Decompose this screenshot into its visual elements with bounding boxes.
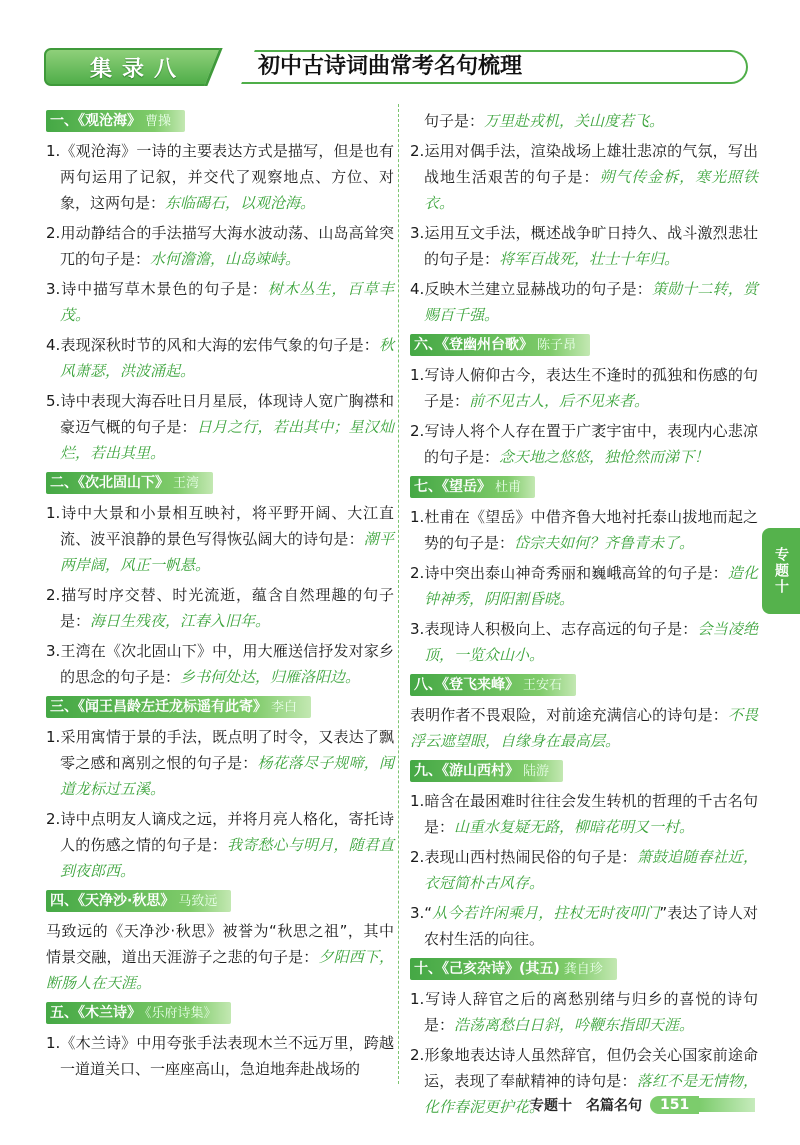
question-text: 2.描写时序交替、时光流逝，蕴含自然理趣的句子是： [46,586,394,630]
answer-text: 日月之行，若出其中；星汉灿烂，若出其里。 [60,418,394,462]
question-text: 2.写诗人将个人存在置于广袤宇宙中，表现内心悲凉的句子是： [410,422,758,466]
side-tab: 专题十 [762,528,800,614]
answer-text: 前不见古人，后不见来者。 [469,392,650,410]
question-text: 2.运用对偶手法，渲染战场上雄壮悲凉的气氛，写出战地生活艰苦的句子是： [410,142,758,186]
question [46,332,394,384]
question [410,788,758,840]
answer-text: 山重水复疑无路，柳暗花明又一村。 [454,818,695,836]
section-title: 四、《天净沙·秋思》 [50,893,175,909]
question [410,844,758,896]
section-title: 五、《木兰诗》 [50,1005,141,1021]
header-tag: 集录八 [44,48,232,86]
question-text: 2.用动静结合的手法描写大海水波动荡、山岛高耸突兀的句子是： [46,224,394,268]
question-text: 3.运用互文手法，概述战争旷日持久、战斗激烈悲壮的句子是： [410,224,758,268]
answer-text: 箫鼓追随春社近，衣冠简朴古风存。 [424,848,758,892]
question-text: 表明作者不畏艰险，对前途充满信心的诗句是： [410,706,728,724]
answer-text: 会当凌绝顶，一览众山小。 [424,620,758,664]
question [46,582,394,634]
question [46,500,394,578]
answer-text: 秋风萧瑟，洪波涌起。 [60,336,394,380]
section-heading [46,890,231,912]
section-title: 六、《登幽州台歌》 [414,337,533,353]
question-text: 3.表现诗人积极向上、志存高远的句子是： [410,620,698,638]
section-author: 陈子昂 [537,338,577,353]
answer-text: 从今若许闲乘月，拄杖无时夜叩门 [432,904,660,922]
section-author: 陆游 [523,764,550,779]
section-author: 《乐府诗集》 [145,1006,217,1021]
section-title: 七、《望岳》 [414,479,491,495]
question-text: 3.王湾在《次北固山下》中，用大雁送信抒发对家乡的思念的句子是： [46,642,394,686]
question-text: 2.诗中点明友人谪戍之远，并将月亮人格化，寄托诗人的伤感之情的句子是： [46,810,394,854]
answer-text: 杨花落尽子规啼，闻道龙标过五溪。 [60,754,394,798]
question [410,108,758,134]
question-text: ”表达了诗人对农村生活的向往。 [424,904,758,948]
answer-text: 将军百战死，壮士十年归。 [499,250,680,268]
question-text: 2.表现山西村热闹民俗的句子是： [410,848,637,866]
question-text: 1.《观沧海》一诗的主要表达方式是描写，但是也有两句运用了记叙，并交代了观察地点、方位、对象，这两句是： [46,142,394,212]
answer-text: 树木丛生，百草丰茂。 [60,280,394,324]
question [410,560,758,612]
section-author: 龚自珍 [563,962,603,977]
answer-text: 不畏浮云遮望眼，自缘身在最高层。 [410,706,758,750]
question [410,702,758,754]
question-text: 2.诗中突出泰山神奇秀丽和巍峨高耸的句子是： [410,564,728,582]
question [46,1030,394,1082]
question [410,138,758,216]
footer-text: 专题十 名篇名句 [530,1098,642,1114]
header-title: 初中古诗词曲常考名句梳理 [258,54,523,79]
answer-text: 万里赴戎机，关山度若飞。 [484,112,665,130]
question [410,986,758,1038]
question [46,138,394,216]
section-title: 九、《游山西村》 [414,763,519,779]
answer-text: 水何澹澹，山岛竦峙。 [150,250,301,268]
question-text: 1.诗中大景和小景相互映衬，将平野开阔、大江直流、波平浪静的景色写得恢弘阔大的诗句是： [46,504,394,548]
page-number: 151 [650,1096,699,1114]
question [46,638,394,690]
answer-text: 海日生残夜，江春入旧年。 [90,612,271,630]
left-column [46,108,394,1086]
answer-text: 东临碣石，以观沧海。 [165,194,316,212]
answer-text: 落红不是无情物，化作春泥更护花。 [424,1072,758,1116]
answer-text: 乡书何处达，归雁洛阳边。 [180,668,361,686]
question [410,418,758,470]
question [46,276,394,328]
question-text: 马致远的《天净沙·秋思》被誉为“秋思之祖”，其中情景交融，道出天涯游子之悲的句子是： [46,922,394,966]
section-title: 三、《闻王昌龄左迁龙标遥有此寄》 [50,699,267,715]
right-column [410,108,758,1124]
question [410,900,758,952]
question-text: 1.杜甫在《望岳》中借齐鲁大地衬托泰山拔地而起之势的句子是： [410,508,758,552]
question-text: 1.写诗人俯仰古今，表达生不逢时的孤独和伤感的句子是： [410,366,758,410]
answer-text: 浩荡离愁白日斜，吟鞭东指即天涯。 [454,1016,695,1034]
question-text: 5.诗中表现大海吞吐日月星辰，体现诗人宽广胸襟和豪迈气概的句子是： [46,392,394,436]
answer-text: 造化钟神秀，阴阳割昏晓。 [424,564,758,608]
question-text: 1.采用寓情于景的手法，既点明了时令，又表达了飘零之感和离别之恨的句子是： [46,728,394,772]
page-header [44,48,748,86]
section-title: 二、《次北固山下》 [50,475,169,491]
section-heading [410,334,590,356]
section-heading [410,476,535,498]
question [46,388,394,466]
question [410,616,758,668]
answer-text: 我寄愁心与明月，随君直到夜郎西。 [60,836,394,880]
page-footer [530,1093,755,1117]
question-text: 1.《木兰诗》中用夸张手法表现木兰不远万里，跨越一道道关口、一座座高山，急迫地奔赴战场的 [46,1034,394,1078]
footer-bar [699,1098,755,1112]
section-author: 王安石 [523,678,563,693]
section-title: 十、《己亥杂诗》(其五) [414,961,560,977]
answer-text: 念天地之悠悠，独怆然而涕下！ [499,448,710,466]
question-text: 4.表现深秋时节的风和大海的宏伟气象的句子是： [46,336,379,354]
answer-text: 策勋十二转，赏赐百千强。 [424,280,758,324]
section-author: 杜甫 [495,480,522,495]
question [46,220,394,272]
question-text: 1.写诗人辞官之后的离愁别绪与归乡的喜悦的诗句是： [410,990,758,1034]
section-author: 曹操 [145,114,172,129]
answer-text: 夕阳西下，断肠人在天涯。 [46,948,394,992]
section-heading [410,674,576,696]
answer-text: 岱宗夫如何？齐鲁青未了。 [514,534,695,552]
section-title: 一、《观沧海》 [50,113,141,129]
answer-text: 潮平两岸阔，风正一帆悬。 [60,530,394,574]
section-heading [410,958,617,980]
question [410,220,758,272]
section-author: 李白 [271,700,298,715]
question-text: 2.形象地表达诗人虽然辞官，但仍会关心国家前途命运，表现了奉献精神的诗句是： [410,1046,758,1090]
question [410,276,758,328]
question-text: 1.暗含在最困难时往往会发生转机的哲理的千古名句是： [410,792,758,836]
column-divider [398,104,399,1084]
section-author: 王湾 [173,476,200,491]
section-title: 八、《登飞来峰》 [414,677,519,693]
answer-text: 朔气传金柝，寒光照铁衣。 [424,168,758,212]
section-heading [46,472,213,494]
section-heading [46,1002,231,1024]
section-heading [46,696,311,718]
question-text: 3.“ [410,904,433,922]
section-heading [46,110,185,132]
section-author: 马致远 [178,894,218,909]
question [46,918,394,996]
question-text: 4.反映木兰建立显赫战功的句子是： [410,280,652,298]
section-heading [410,760,563,782]
question [410,504,758,556]
question-text: 3.诗中描写草木景色的句子是： [46,280,268,298]
question [46,724,394,802]
question [46,806,394,884]
question [410,362,758,414]
question-text: 句子是： [424,112,485,130]
